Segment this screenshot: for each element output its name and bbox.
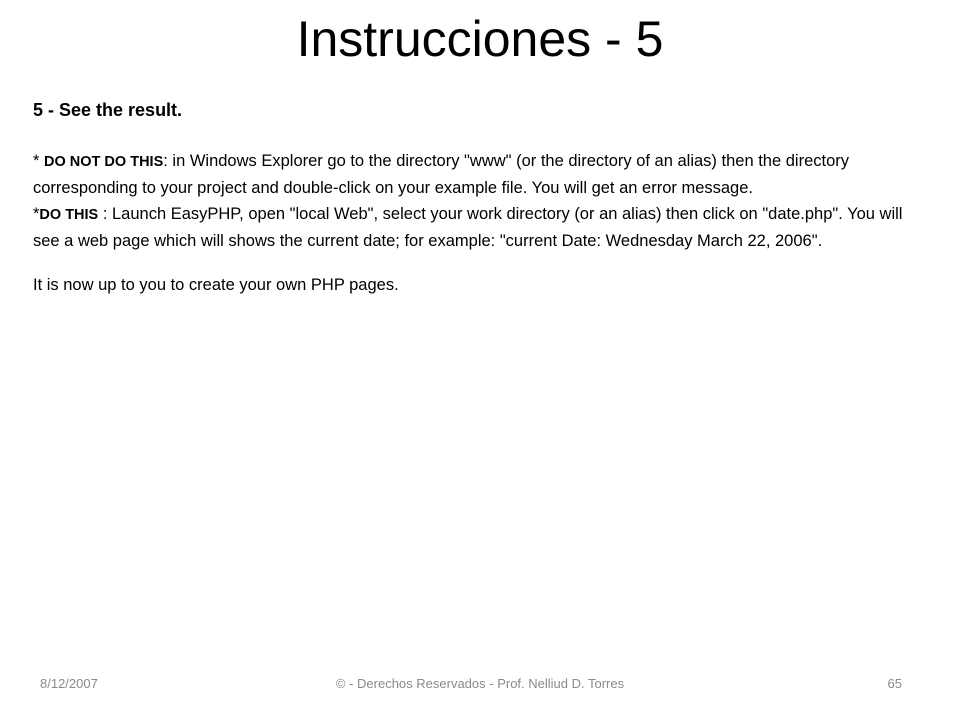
do-not-do-label: DO NOT DO THIS: [44, 154, 164, 170]
do-this-text: : Launch EasyPHP, open "local Web", select your work directory (or an alias) then click on "date.php". You will see a web page which will shows the current date; for example: "current Date: Wednesday March 22, 2006".: [33, 205, 903, 250]
slide-title: Instrucciones - 5: [296, 11, 664, 67]
do-not-do-prefix: *: [33, 152, 45, 170]
footer-page-number: 65: [887, 676, 902, 691]
closing-note: It is now up to you to create your own PHP pages.: [33, 276, 399, 294]
slide-body: [33, 96, 928, 298]
footer-date: 8/12/2007: [40, 676, 98, 691]
spacer: [33, 254, 928, 272]
do-this-prefix: *: [33, 205, 40, 223]
do-this-instruction: [33, 201, 928, 254]
do-this-label: DO THIS: [39, 207, 99, 223]
do-not-do-instruction: [33, 148, 928, 201]
step-heading: 5 - See the result.: [33, 100, 183, 120]
footer-copyright: © - Derechos Reservados - Prof. Nelliud D. Torres: [335, 676, 625, 691]
do-not-do-text: : in Windows Explorer go to the directory "www" (or the directory of an alias) then the directory corresponding to your project and double-click on your example file. You will get an error message.: [33, 152, 849, 197]
